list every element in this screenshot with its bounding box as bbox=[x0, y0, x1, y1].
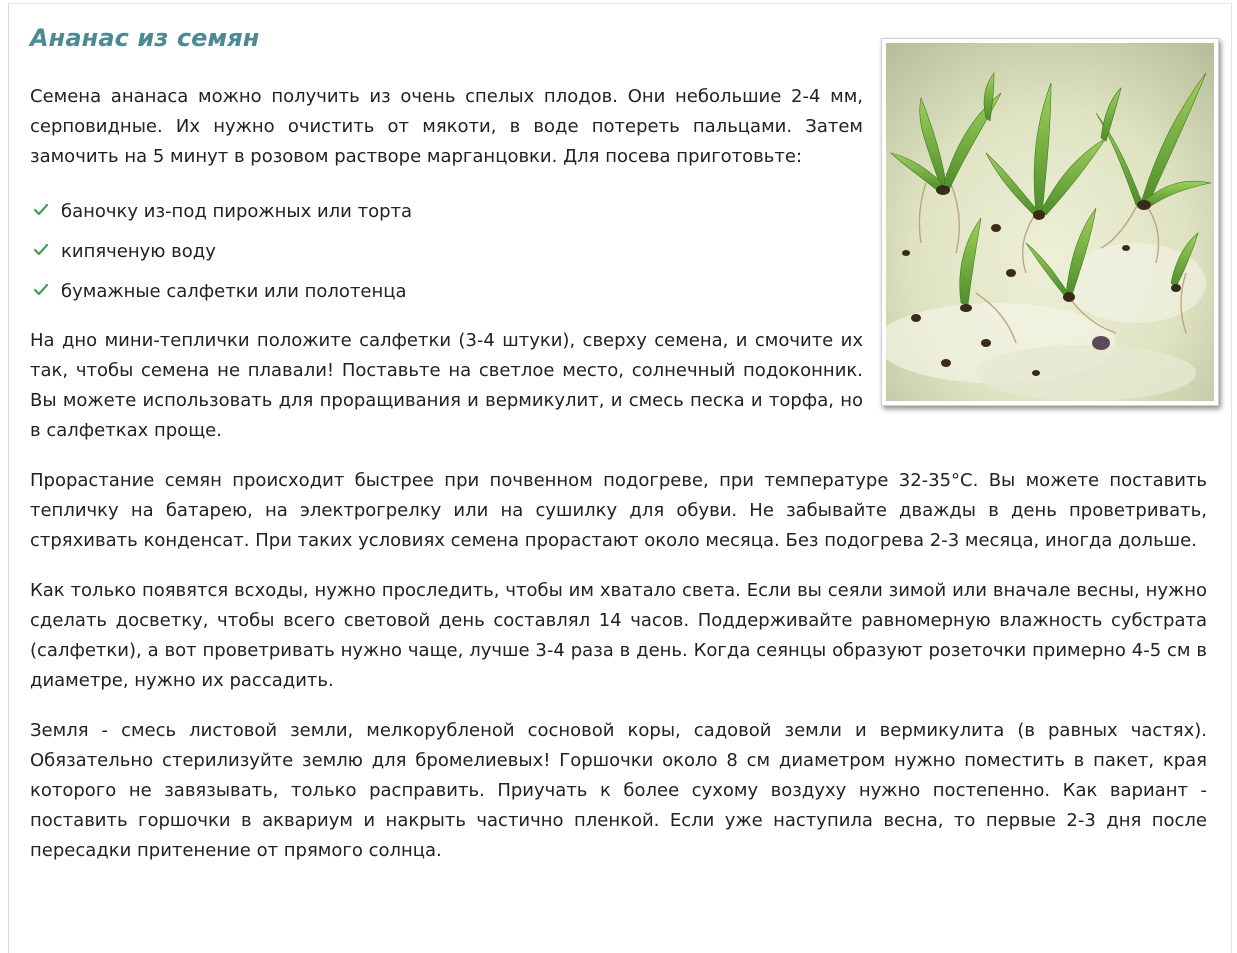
checklist-item-label: баночку из-под пирожных или торта bbox=[61, 201, 413, 222]
checklist-item-label: кипяченую воду bbox=[61, 241, 216, 262]
body-paragraph: На дно мини-теплички положите салфетки (3-4 штуки), сверху семена, и смочите их так, чтобы семена не плавали! Поставьте на светлое место, солнечный подоконник. Вы можете использовать для проращивания и вермикулит, и смесь песка и торфа, но в салфетках проще. bbox=[30, 330, 863, 441]
frame-right-border bbox=[1231, 3, 1232, 953]
article-title: Ананас из семян bbox=[30, 24, 260, 52]
checklist-item bbox=[30, 192, 1207, 232]
checklist-item bbox=[30, 272, 1207, 312]
checkmark-icon bbox=[34, 203, 48, 217]
checkmark-icon bbox=[34, 243, 48, 257]
checkmark-icon bbox=[34, 283, 48, 297]
body-paragraph: Как только появятся всходы, нужно проследить, чтобы им хватало света. Если вы сеяли зимой или вначале весны, нужно сделать досветку, чтобы всего световой день составлял 14 часов. Поддерживайте равномерную влажность субстрата (салфетки), а вот проветривать нужно чаще, лучше 3-4 раза в день. Когда сеянцы образуют розеточки примерно 4-5 см в диаметре, нужно их рассадить. bbox=[30, 580, 1207, 691]
body-paragraph: Прорастание семян происходит быстрее при почвенном подогреве, при температуре 32-35°С. Вы можете поставить тепличку на батарею, на электрогрелку или на сушилку для обуви. Не забывайте дважды в день проветривать, стряхивать конденсат. При таких условиях семена прорастают около месяца. Без подогрева 2-3 месяца, иногда дольше. bbox=[30, 470, 1207, 551]
intro-paragraph: Семена ананаса можно получить из очень спелых плодов. Они небольшие 2-4 мм, серповидные. Их нужно очистить от мякоти, в воде потереть пальцами. Затем замочить на 5 минут в розовом растворе марганцовки. Для посева приготовьте: bbox=[30, 86, 863, 167]
article bbox=[30, 18, 1207, 886]
checklist-item bbox=[30, 232, 1207, 272]
supplies-checklist bbox=[30, 192, 1207, 312]
frame-top-border bbox=[8, 3, 1229, 4]
frame-left-border bbox=[8, 3, 9, 953]
checklist-item-label: бумажные салфетки или полотенца bbox=[61, 281, 407, 302]
body-paragraph: Земля - смесь листовой земли, мелкорубленой сосновой коры, садовой земли и вермикулита (в равных частях). Обязательно стерилизуйте землю для бромелиевых! Горшочки около 8 см диаметром нужно поместить в пакет, края которого не завязывать, только расправить. Приучать к более сухому воздуху нужно постепенно. Как вариант - поставить горшочки в аквариум и накрыть частично пленкой. Если уже наступила весна, то первые 2-3 дня после пересадки притенение от прямого солнца. bbox=[30, 720, 1207, 861]
